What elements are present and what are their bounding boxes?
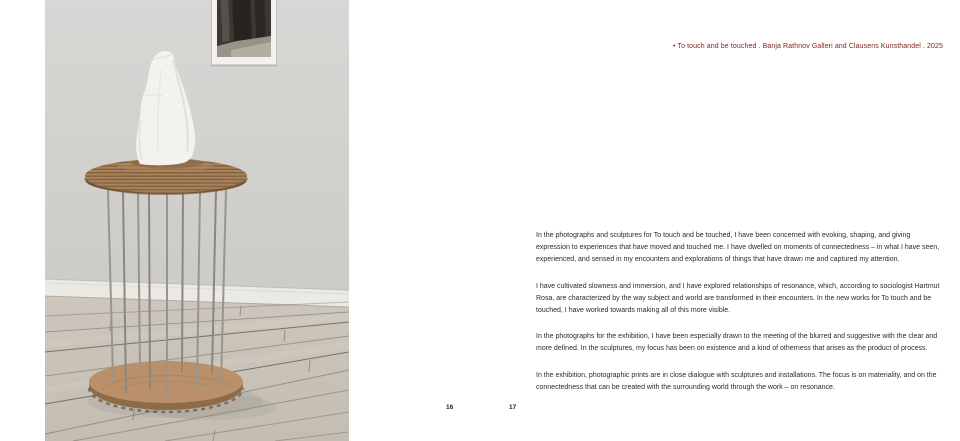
body-paragraph: In the photographs and sculptures for To touch and be touched, I have been concerned with evoking, shaping, and giving expression to experiences that have moved and touched me. I have dwelled on moments of connectedness – in what I have seen, experienced, and sensed in my encounters and explorations of things that have drawn me and captured my attention. [536, 232, 940, 263]
page-number-right: 17 [509, 404, 517, 411]
artist-statement [536, 230, 940, 394]
gallery-wall [45, 0, 349, 300]
left-page [45, 0, 349, 441]
framed-forest-photo [212, 0, 277, 66]
body-paragraph: I have cultivated slowness and immersion, and I have explored relationships of resonance, which, according to sociologist Hartmut Rosa, are characterized by the way subject and world are transformed in their encounters. In the new works for To touch and be touched, I have worked towards making all of this more visible. [536, 282, 940, 314]
body-paragraph: In the exhibition, photographic prints are in close dialogue with sculptures and installations. The focus is on materiality, and on the connectedness that can be created with the surrounding world through the work – on resonance. [536, 371, 937, 391]
page-number-left: 16 [446, 404, 454, 411]
body-paragraph: In the photographs for the exhibition, I have been especially drawn to the meeting of the blurred and suggestive with the clear and more defined. In the sculptures, my focus has been on existence and a kind of otherness that arises as the product of process. [536, 333, 938, 352]
exhibition-title: • To touch and be touched . Banja Rathnov Galleri and Clausens Kunsthandel . 2025 [673, 43, 943, 50]
gallery-installation-photo [45, 0, 349, 441]
